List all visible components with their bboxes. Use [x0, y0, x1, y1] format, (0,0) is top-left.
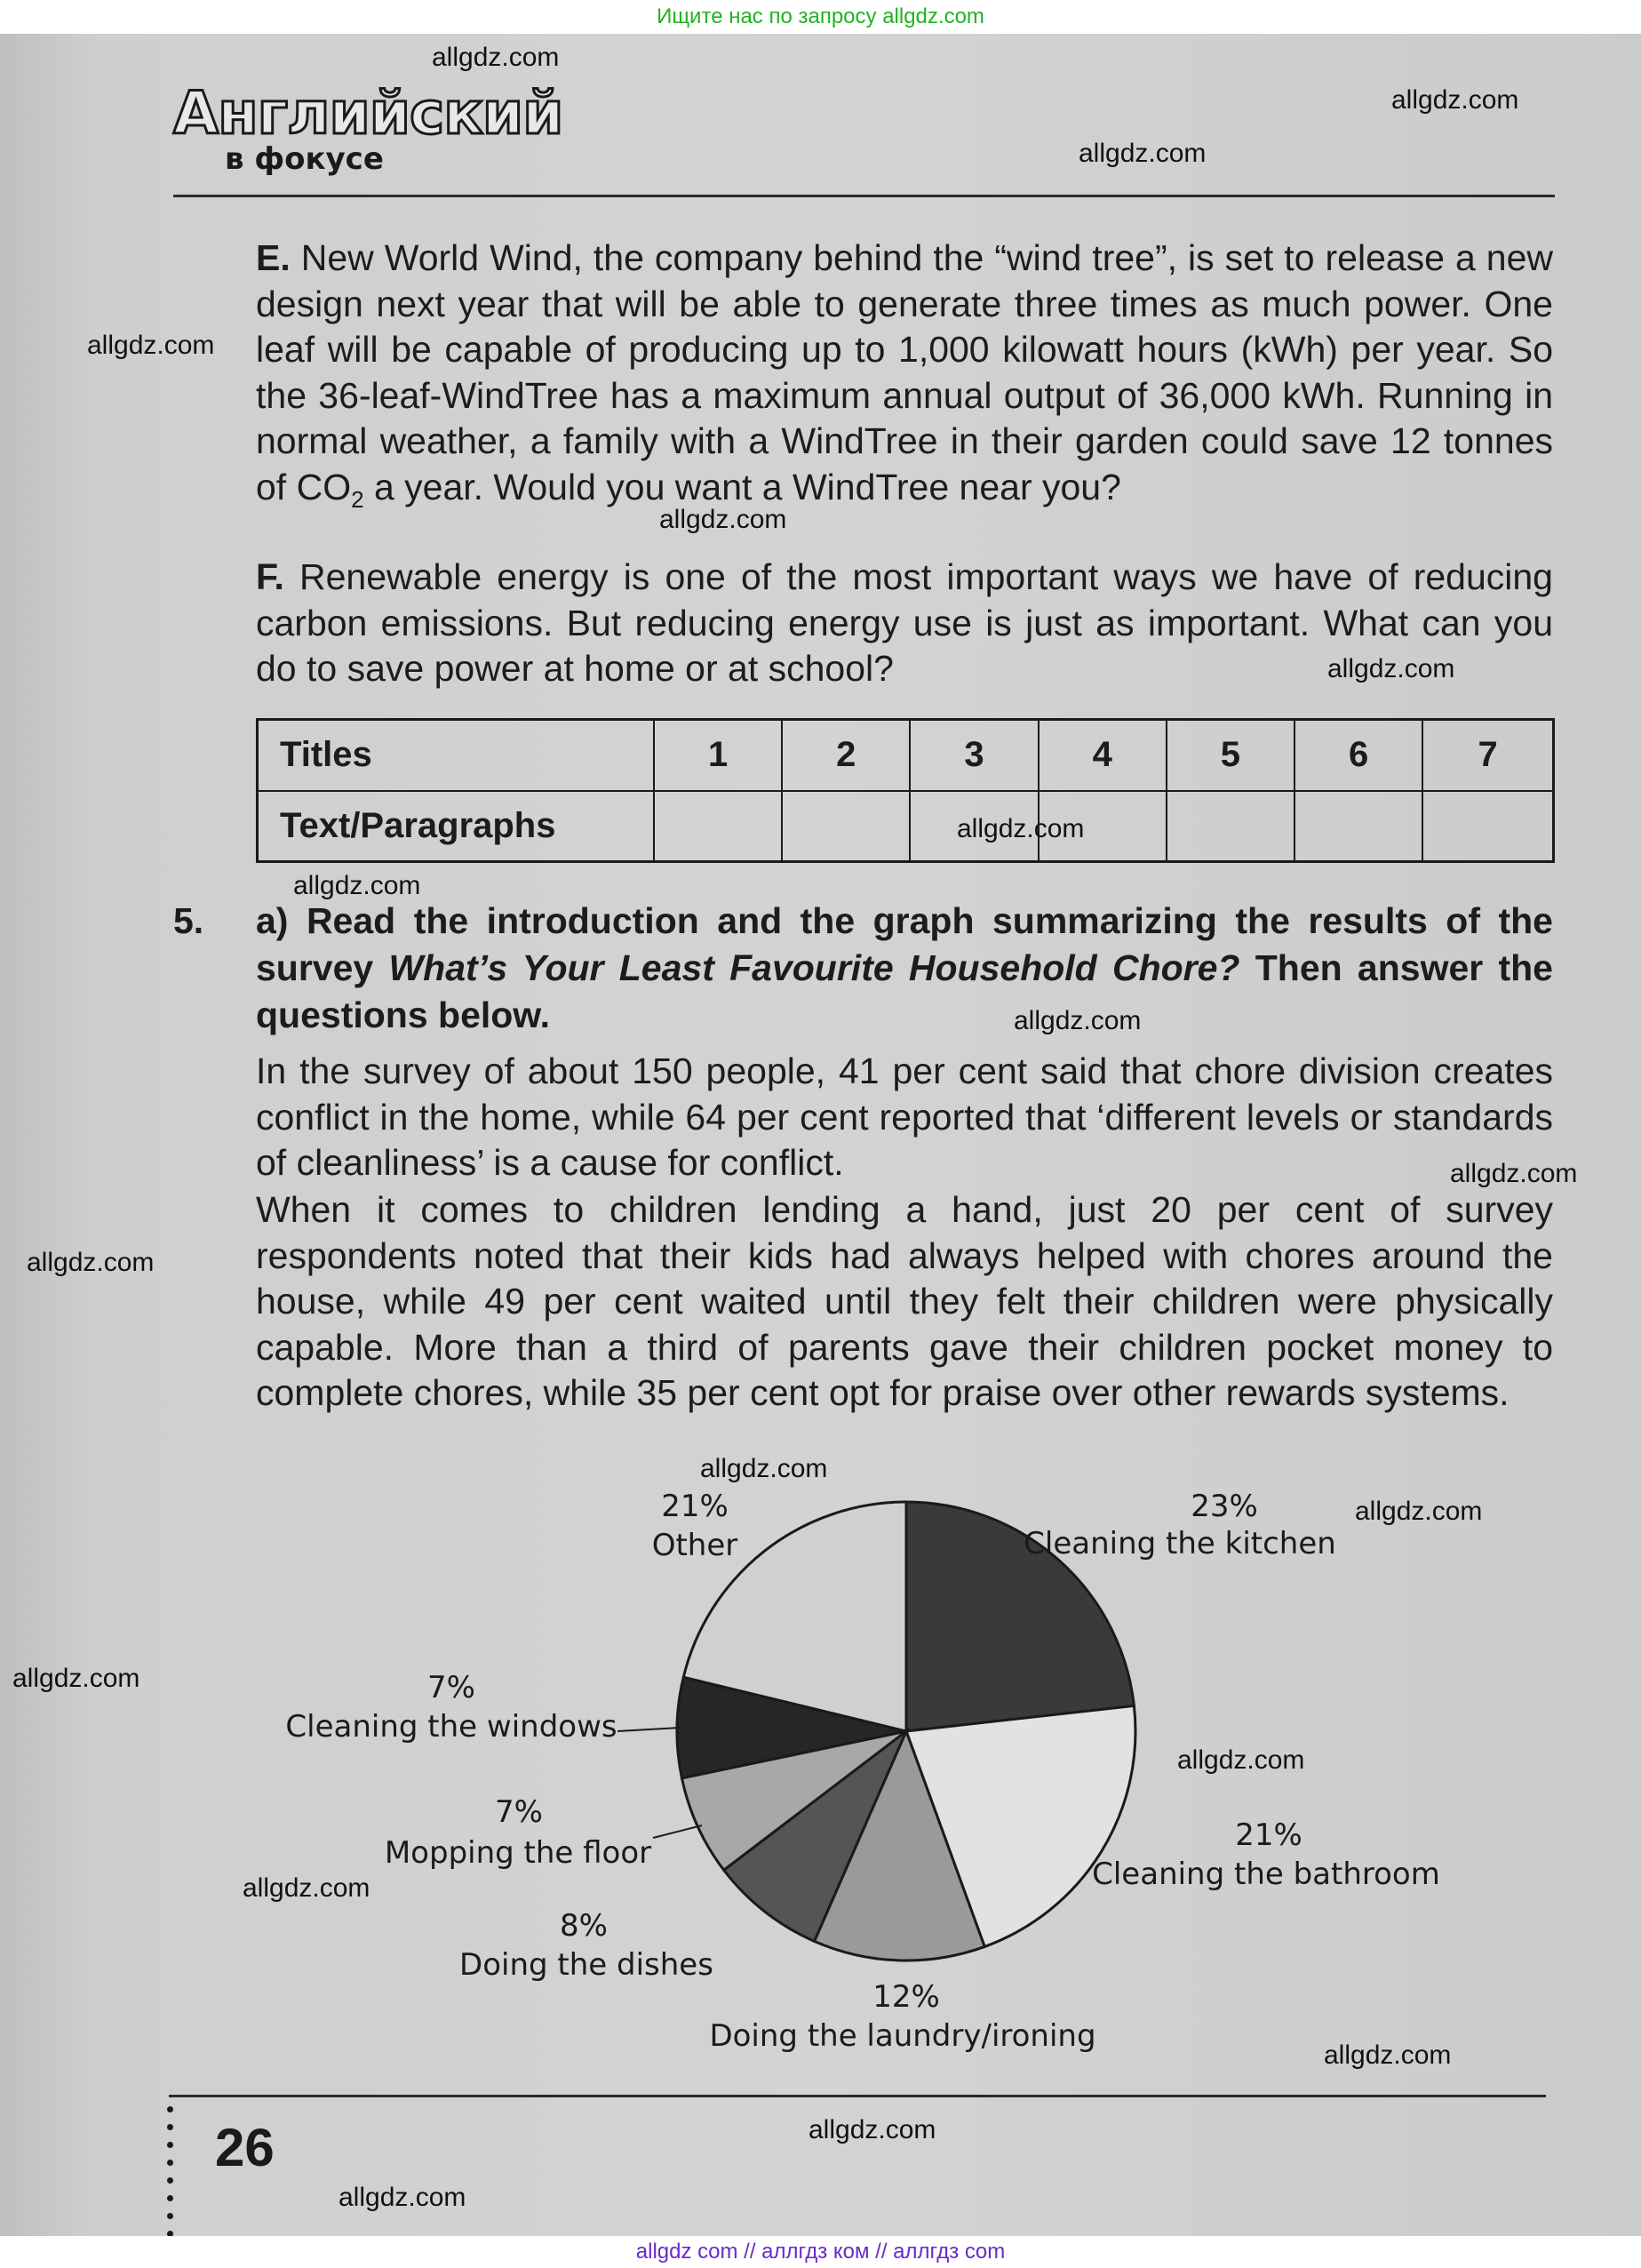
watermark: allgdz.com	[957, 814, 1085, 843]
watermark: allgdz.com	[1177, 1745, 1305, 1775]
paragraph-f-label: F.	[256, 556, 284, 597]
slice-category-label: Other	[651, 1528, 738, 1563]
slice-category-label: Mopping the floor	[384, 1835, 652, 1871]
logo-title: Английский	[173, 79, 563, 148]
table-row-label: Titles	[258, 720, 655, 791]
slice-category-label: Cleaning the windows	[285, 1709, 617, 1745]
watermark: allgdz.com	[1014, 1006, 1142, 1035]
table-column-header: 2	[782, 720, 910, 791]
slice-percent-label: 7%	[495, 1794, 543, 1830]
logo-subtitle: в фокусе	[225, 141, 384, 177]
slice-category-label: Cleaning the bathroom	[1092, 1857, 1440, 1892]
survey-intro-2: When it comes to children lending a hand, just 20 per cent of survey respondents noted that their kids had always helped with chores around the house, while 49 per cent waited until they felt their children were physically capable. More than a third of parents gave their children pocket money to complete chores, while 35 per cent opt for praise over other rewards systems.	[256, 1189, 1553, 1413]
table-column-header: 1	[654, 720, 782, 791]
watermark: allgdz.com	[809, 2115, 936, 2144]
watermark: allgdz.com	[339, 2183, 466, 2212]
table-row-label: Text/Paragraphs	[258, 791, 655, 862]
table-column-header: 5	[1167, 720, 1294, 791]
watermark: allgdz.com	[1355, 1497, 1483, 1526]
watermark: allgdz.com	[243, 1873, 370, 1903]
task-part: a)	[256, 900, 289, 941]
table-column-header: 3	[910, 720, 1038, 791]
watermark: allgdz.com	[1391, 85, 1519, 115]
paragraph-e-label: E.	[256, 237, 291, 278]
slice-percent-label: 21%	[661, 1489, 729, 1524]
slice-percent-label: 8%	[560, 1908, 608, 1944]
slice-percent-label: 21%	[1235, 1817, 1302, 1853]
bottom-banner[interactable]	[0, 2236, 1641, 2268]
footer-dots	[167, 2106, 174, 2248]
leader-line	[653, 1825, 702, 1838]
task-text-end: Then answer the questions below.	[256, 947, 1553, 1035]
task-number: 5.	[173, 900, 204, 941]
task-text-start: Read the introduction and the graph summarizing the results of the survey	[256, 900, 1553, 988]
watermark: allgdz.com	[1079, 139, 1207, 168]
watermark: allgdz.com	[1450, 1159, 1578, 1188]
survey-title: What’s Your Least Favourite Household Chore?	[388, 947, 1240, 988]
paragraph-f-text: Renewable energy is one of the most important ways we have of reducing carbon emissions. But reducing energy use is just as important. What can you do to save power at home or at school?	[256, 556, 1553, 689]
watermark: allgdz.com	[659, 505, 787, 534]
watermark: allgdz.com	[1324, 2040, 1452, 2070]
watermark: allgdz.com	[87, 331, 215, 360]
leader-line	[617, 1728, 680, 1731]
slice-percent-label: 12%	[872, 1979, 940, 2015]
co2-subscript: 2	[351, 485, 364, 513]
watermark: allgdz.com	[1327, 654, 1455, 683]
table-column-header: 4	[1039, 720, 1167, 791]
slice-percent-label: 23%	[1191, 1489, 1258, 1524]
page-number: 26	[215, 2118, 275, 2177]
table-column-header: 7	[1422, 720, 1553, 791]
footer-rule	[169, 2095, 1546, 2097]
top-banner-text[interactable]: Ищите нас по запросу allgdz.com	[657, 4, 984, 28]
slice-category-label: Doing the laundry/ironing	[709, 2018, 1096, 2054]
watermark: allgdz.com	[27, 1248, 155, 1277]
watermark: allgdz.com	[12, 1664, 140, 1693]
slice-percent-label: 7%	[427, 1670, 475, 1705]
paragraph-e-text-end: a year. Would you want a WindTree near you?	[363, 466, 1121, 507]
slice-category-label: Cleaning the kitchen	[1024, 1526, 1336, 1561]
watermark: allgdz.com	[700, 1454, 828, 1483]
paragraph-e-text: New World Wind, the company behind the “wind tree”, is set to release a new design next year that will be able to generate three times as much power. One leaf will be capable of producing up to 1,000 kilowatt hours (kWh) per year. So the 36-leaf-WindTree has a maximum annual output of 36,000 kWh. Running in normal weather, a family with a WindTree in their garden could save 12 tonnes of CO	[256, 237, 1553, 507]
table-column-header: 6	[1294, 720, 1422, 791]
slice-category-label: Doing the dishes	[459, 1947, 713, 1983]
survey-intro-1: In the survey of about 150 people, 41 per cent said that chore division creates conflict in the home, while 64 per cent reported that ‘different levels or standards of cleanliness’ is a cause for conflict.	[256, 1050, 1553, 1183]
bottom-banner-text[interactable]: allgdz com // аллгдз ком // аллгдз com	[635, 2240, 1006, 2264]
watermark: allgdz.com	[432, 43, 560, 72]
watermark: allgdz.com	[293, 871, 421, 900]
